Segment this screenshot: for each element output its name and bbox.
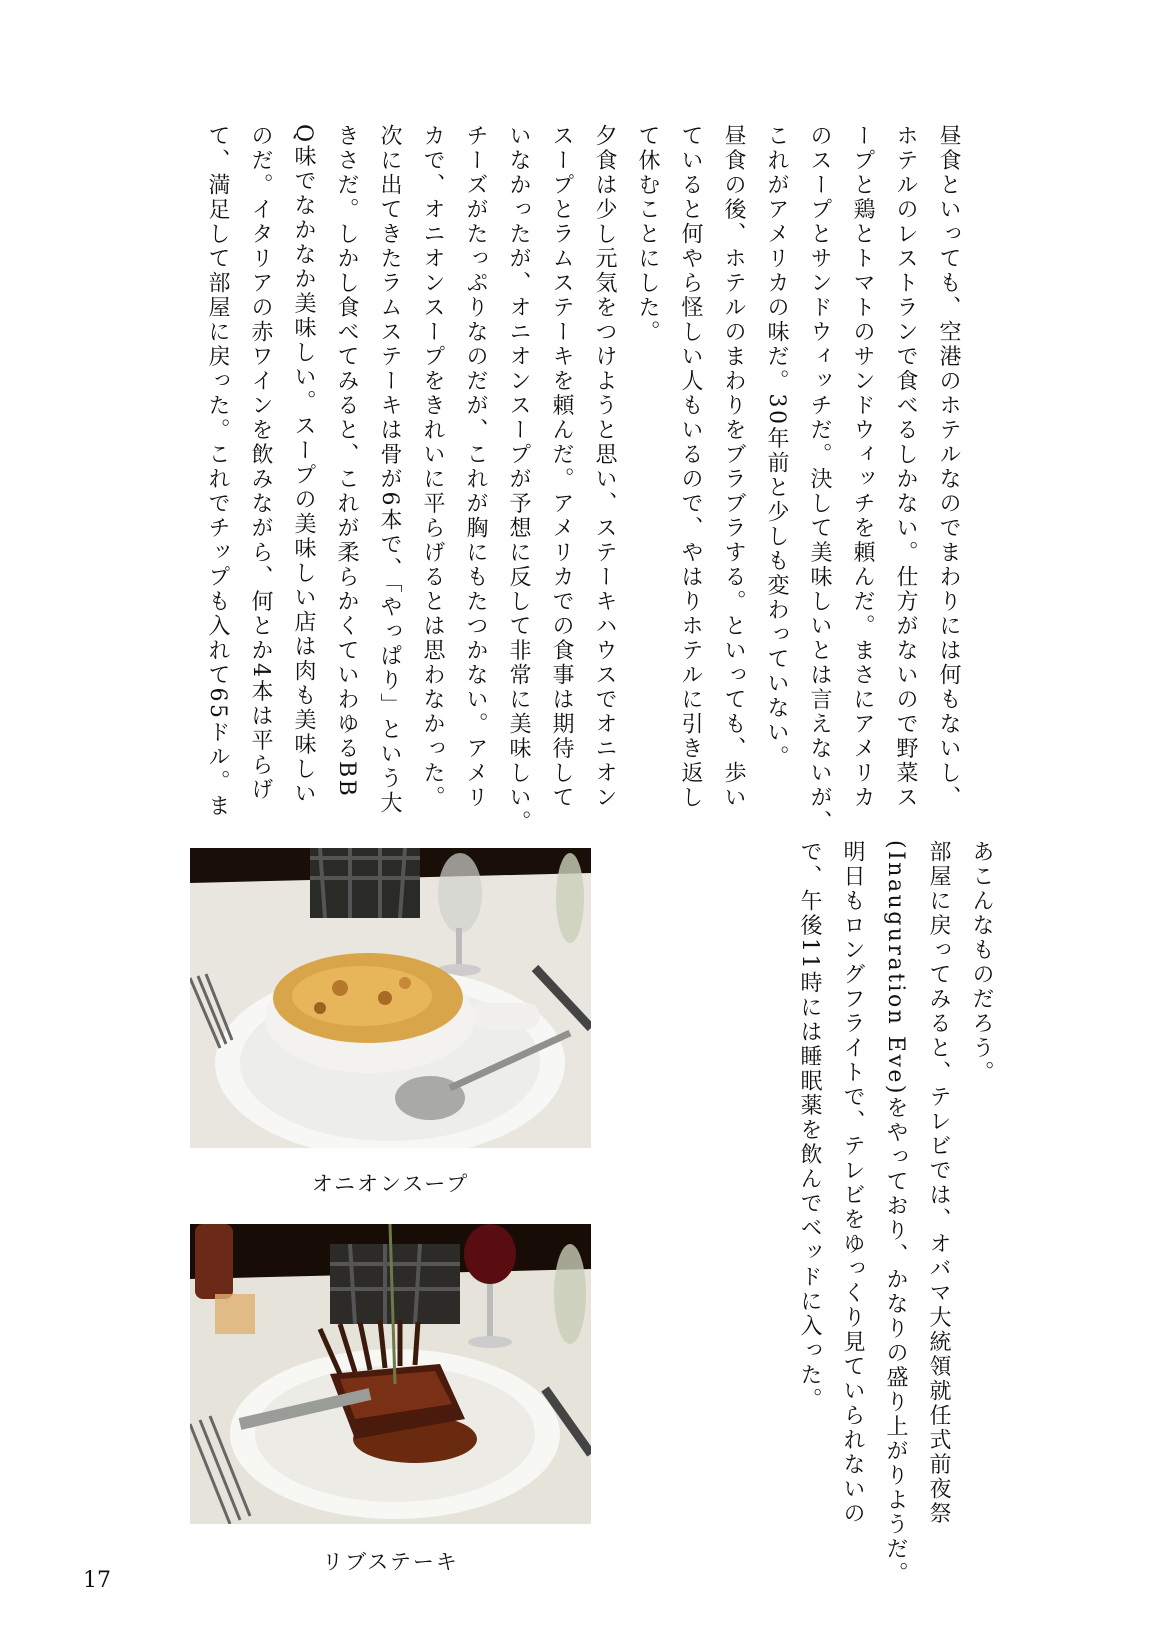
text-column: 明日もロングフライトで、テレビをゆっくり見ていられないの <box>840 840 865 1526</box>
text-column: これがアメリカの味だ。30年前と少しも変わっていない。 <box>764 124 789 770</box>
text-column: て、満足して部屋に戻った。これでチップも入れて65ドル。ま <box>205 124 230 819</box>
text-column: て休むことにした。 <box>635 124 660 345</box>
text-column: 部屋に戻ってみると、テレビでは、オバマ大統領就任式前夜祭 <box>926 840 951 1526</box>
text-column: 昼食の後、ホテルのまわりをブラブラする。といっても、歩い <box>721 124 746 810</box>
text-column: チーズがたっぷりなのだが、これが胸にもたつかない。アメリ <box>463 124 488 810</box>
text-column: 夕食は少し元気をつけようと思い、ステーキハウスでオニオン <box>592 124 617 810</box>
text-column: カで、オニオンスープをきれいに平らげるとは思わなかった。 <box>420 124 445 810</box>
text-column: (Inauguration Eve)をやっており、かなりの盛り上がりようだ。 <box>883 840 908 1586</box>
text-column: のだ。イタリアの赤ワインを飲みながら、何とか4本は平らげ <box>248 124 273 802</box>
rib-steak-photo <box>190 1224 591 1524</box>
text-column: のスープとサンドウィッチだ。決して美味しいとは言えないが、 <box>807 124 832 835</box>
text-block-lower <box>788 840 1003 1586</box>
text-column: ていると何やら怪しい人もいるので、やはりホテルに引き返し <box>678 124 703 810</box>
text-column: 昼食といっても、空港のホテルなのでまわりには何もないし、 <box>936 124 961 810</box>
text-column: スープとラムステーキを頼んだ。アメリカでの食事は期待して <box>549 124 574 810</box>
text-column: で、午後11時には睡眠薬を飲んでベッドに入った。 <box>797 840 822 1412</box>
rib-steak-caption: リブステーキ <box>322 1550 459 1574</box>
onion-soup-photo <box>190 848 591 1148</box>
text-block-upper <box>196 124 970 835</box>
text-column: いなかったが、オニオンスープが予想に反して非常に美味しい。 <box>506 124 531 835</box>
text-column: きさだ。しかし食べてみると、これが柔らかくていわゆるBB <box>334 124 359 799</box>
text-column: Q味でなかなか美味しい。スープの美味しい店は肉も美味しい <box>291 124 316 807</box>
text-column: ホテルのレストランで食べるしかない。仕方がないので野菜ス <box>893 124 918 810</box>
text-column: あこんなものだろう。 <box>969 840 994 1085</box>
page-number: 17 <box>83 1568 111 1593</box>
onion-soup-caption: オニオンスープ <box>311 1172 470 1196</box>
text-column: 次に出てきたラムステーキは骨が6本で、「やっぱり」という大 <box>377 124 402 816</box>
text-column: ープと鶏とトマトのサンドウィッチを頼んだ。まさにアメリカ <box>850 124 875 810</box>
